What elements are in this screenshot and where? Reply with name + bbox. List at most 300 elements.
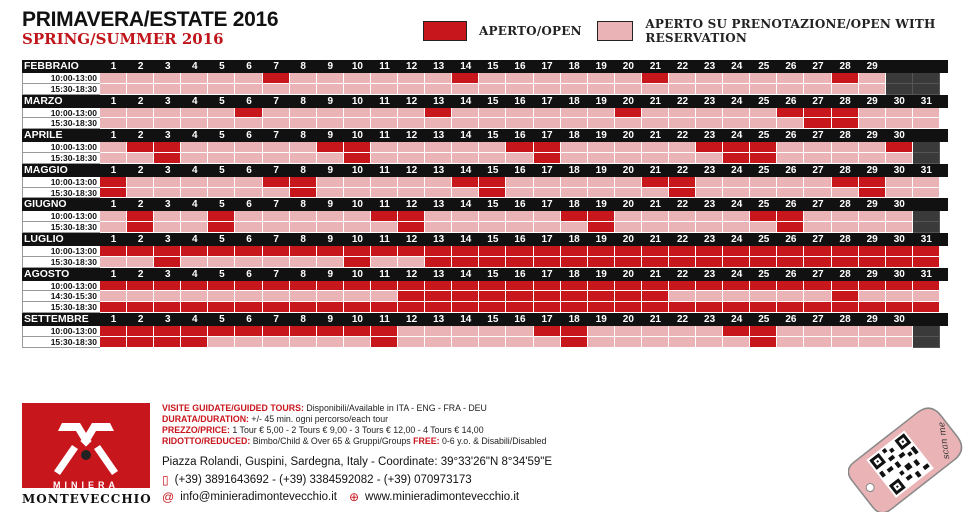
day-number: 12 — [406, 199, 418, 211]
day-number: 14 — [460, 313, 472, 325]
day-cell-reservation — [208, 84, 235, 95]
day-cell-reservation — [804, 211, 831, 222]
day-cell-open — [588, 211, 615, 222]
day-cell-open — [534, 281, 561, 292]
day-number: 6 — [246, 130, 252, 142]
day-cell-reservation — [263, 211, 290, 222]
day-number: 6 — [246, 268, 252, 280]
day-number: 5 — [219, 199, 225, 211]
day-cell-open — [832, 118, 859, 129]
day-cell-open — [506, 142, 533, 153]
day-cell-reservation — [371, 291, 398, 302]
day-number: 10 — [351, 233, 363, 245]
day-cell-reservation — [290, 257, 317, 268]
day-cell-reservation — [534, 337, 561, 348]
month-name: APRILE — [24, 129, 63, 142]
day-cell-reservation — [263, 153, 290, 164]
day-cell-reservation — [208, 257, 235, 268]
day-cell-open — [669, 302, 696, 313]
day-cell-open — [534, 142, 561, 153]
day-cell-open — [804, 118, 831, 129]
day-cell-reservation — [479, 153, 506, 164]
email-link[interactable]: info@minieradimontevecchio.it — [180, 491, 337, 503]
day-cell-reservation — [777, 84, 804, 95]
day-cell-open — [777, 302, 804, 313]
day-number: 17 — [541, 95, 553, 107]
day-cell-reservation — [750, 84, 777, 95]
day-number: 15 — [487, 313, 499, 325]
day-number: 7 — [273, 268, 279, 280]
day-cell-open — [886, 281, 913, 292]
day-cell-open — [154, 281, 181, 292]
day-number: 24 — [731, 95, 743, 107]
day-number: 3 — [164, 268, 171, 280]
day-cell-reservation — [588, 337, 615, 348]
day-number: 12 — [406, 313, 418, 325]
day-number: 10 — [351, 61, 363, 72]
day-number: 11 — [379, 313, 390, 325]
day-cell-reservation — [344, 222, 371, 233]
day-number: 27 — [812, 61, 824, 72]
day-number: 24 — [731, 130, 743, 142]
day-cell-reservation — [317, 291, 344, 302]
day-cell-open — [696, 257, 723, 268]
day-cell-open — [588, 222, 615, 233]
day-number: 23 — [704, 313, 716, 325]
day-cell-open — [452, 291, 479, 302]
day-cell-reservation — [642, 118, 669, 129]
day-cell-reservation — [344, 118, 371, 129]
day-cell-open — [750, 153, 777, 164]
day-cell-open — [154, 153, 181, 164]
day-cell-reservation — [425, 177, 452, 188]
day-number: 2 — [137, 268, 144, 280]
day-number: 13 — [433, 313, 445, 325]
day-cell-open — [750, 142, 777, 153]
day-number: 16 — [514, 268, 526, 280]
day-cell-open — [886, 257, 913, 268]
day-cell-open — [750, 246, 777, 257]
day-cell-reservation — [506, 326, 533, 337]
day-number: 1 — [110, 164, 117, 176]
day-cell-open — [127, 142, 154, 153]
time-slot-row — [22, 177, 948, 188]
day-cell-open — [832, 291, 859, 302]
day-number: 28 — [839, 268, 851, 280]
day-number: 10 — [351, 199, 363, 211]
day-cell-reservation — [290, 73, 317, 84]
day-cell-open — [344, 326, 371, 337]
day-cell-open — [398, 211, 425, 222]
day-cell-open — [127, 337, 154, 348]
day-number: 20 — [622, 95, 634, 107]
day-cell-open — [479, 257, 506, 268]
day-cell-reservation — [723, 118, 750, 129]
day-number: 23 — [704, 164, 716, 176]
day-cell-reservation — [263, 257, 290, 268]
phone-2[interactable]: (+39) 3384592082 — [279, 474, 374, 486]
day-cell-reservation — [886, 326, 913, 337]
day-number: 13 — [433, 268, 445, 280]
day-cell-reservation — [804, 84, 831, 95]
day-cell-reservation — [913, 291, 940, 302]
day-number: 10 — [351, 313, 363, 325]
day-number: 6 — [246, 95, 252, 107]
day-number: 16 — [514, 199, 526, 211]
day-cell-reservation — [263, 222, 290, 233]
day-cell-reservation — [127, 73, 154, 84]
day-number: 8 — [300, 199, 306, 211]
day-number: 18 — [568, 61, 580, 72]
day-number: 26 — [785, 233, 797, 245]
day-number: 22 — [676, 199, 689, 211]
day-number: 9 — [327, 164, 334, 176]
day-cell-reservation — [154, 188, 181, 199]
day-cell-reservation — [344, 188, 371, 199]
day-cell-open — [534, 326, 561, 337]
day-cell-open — [235, 302, 262, 313]
day-cell-open — [452, 302, 479, 313]
day-cell-reservation — [832, 188, 859, 199]
day-cell-reservation — [235, 257, 262, 268]
day-cell-reservation — [886, 188, 913, 199]
day-cell-reservation — [723, 108, 750, 119]
day-cell-reservation — [425, 211, 452, 222]
day-cell-open — [832, 246, 859, 257]
day-cell-open — [723, 153, 750, 164]
day-cell-open — [832, 73, 859, 84]
day-cell-open — [561, 302, 588, 313]
day-cell-reservation — [127, 108, 154, 119]
day-cell-reservation — [588, 84, 615, 95]
day-cell-open — [344, 257, 371, 268]
tours-line — [162, 403, 546, 414]
day-cell-reservation — [832, 142, 859, 153]
day-cell-reservation — [263, 291, 290, 302]
day-number: 3 — [164, 233, 171, 245]
day-cell-reservation — [642, 142, 669, 153]
day-cell-reservation — [669, 291, 696, 302]
day-cell-reservation — [506, 211, 533, 222]
day-cell-reservation — [208, 118, 235, 129]
day-cell-open — [642, 73, 669, 84]
month-header — [22, 164, 948, 177]
day-cell-reservation — [506, 108, 533, 119]
day-cell-open — [290, 281, 317, 292]
day-number: 1 — [110, 313, 117, 325]
day-cell-open — [642, 281, 669, 292]
day-number: 2 — [137, 95, 144, 107]
day-number: 18 — [568, 164, 580, 176]
day-cell-open — [669, 246, 696, 257]
day-cell-open — [317, 142, 344, 153]
day-number: 14 — [460, 95, 472, 107]
day-cell-reservation — [615, 211, 642, 222]
day-cell-reservation — [561, 153, 588, 164]
day-cell-reservation — [398, 84, 425, 95]
day-cell-reservation — [561, 73, 588, 84]
day-number: 13 — [433, 95, 445, 107]
time-slot-label: 15:30-18:30 — [22, 188, 100, 199]
day-cell-reservation — [317, 177, 344, 188]
legend-open — [423, 21, 582, 41]
day-cell-reservation — [561, 222, 588, 233]
day-cell-open — [777, 211, 804, 222]
day-cell-reservation — [886, 118, 913, 129]
time-slot-label: 10:00-13:00 — [22, 246, 100, 257]
day-cell-reservation — [181, 153, 208, 164]
day-number: 15 — [487, 130, 499, 142]
day-cell-reservation — [804, 222, 831, 233]
calendar-grid — [22, 60, 948, 348]
phone-3[interactable]: (+39) 070973173 — [383, 474, 472, 486]
day-number: 18 — [568, 199, 580, 211]
day-cell-open — [100, 281, 127, 292]
day-cell-open — [669, 257, 696, 268]
day-cell-reservation — [479, 211, 506, 222]
day-number: 8 — [300, 130, 306, 142]
day-cell-reservation — [723, 177, 750, 188]
day-cell-open — [642, 291, 669, 302]
day-cell-open — [479, 281, 506, 292]
day-cell-reservation — [398, 153, 425, 164]
day-cell-open — [832, 257, 859, 268]
day-cell-reservation — [804, 153, 831, 164]
day-number: 2 — [137, 61, 144, 72]
day-cell-open — [750, 211, 777, 222]
day-cell-reservation — [452, 142, 479, 153]
day-number: 25 — [758, 233, 770, 245]
day-number — [913, 129, 940, 142]
phone-line — [162, 473, 472, 487]
day-cell-reservation — [506, 84, 533, 95]
day-number: 27 — [812, 313, 824, 325]
day-cell-reservation — [669, 211, 696, 222]
day-number: 10 — [351, 95, 363, 107]
day-cell-open — [263, 73, 290, 84]
day-cell-reservation — [181, 84, 208, 95]
day-cell-open — [398, 302, 425, 313]
day-number: 5 — [219, 61, 225, 72]
day-cell-open — [344, 153, 371, 164]
day-cell-open — [777, 257, 804, 268]
day-cell-reservation — [317, 153, 344, 164]
day-cell-reservation — [886, 108, 913, 119]
day-number: 11 — [379, 61, 390, 72]
day-cell-reservation — [696, 188, 723, 199]
day-number: 19 — [595, 199, 607, 211]
day-cell-open — [615, 291, 642, 302]
day-number: 13 — [433, 233, 445, 245]
day-cell-open — [290, 326, 317, 337]
day-number: 3 — [164, 199, 171, 211]
day-cell-reservation — [750, 73, 777, 84]
day-cell-reservation — [452, 211, 479, 222]
day-cell-reservation — [588, 108, 615, 119]
day-cell-open — [263, 302, 290, 313]
day-number: 23 — [704, 130, 716, 142]
day-cell-reservation — [208, 108, 235, 119]
day-number: 4 — [192, 164, 198, 176]
day-cell-reservation — [181, 118, 208, 129]
time-slot-row — [22, 188, 948, 199]
time-slot-row — [22, 118, 948, 129]
day-number: 29 — [866, 61, 878, 72]
day-number: 29 — [866, 199, 878, 211]
day-number: 2 — [137, 130, 144, 142]
day-cell-reservation — [290, 337, 317, 348]
day-number: 22 — [676, 95, 689, 107]
day-cell-reservation — [452, 118, 479, 129]
time-slot-row — [22, 281, 948, 292]
day-cell-open — [154, 337, 181, 348]
day-cell-reservation — [344, 177, 371, 188]
day-number: 17 — [541, 130, 553, 142]
day-cell-reservation — [425, 73, 452, 84]
day-cell-reservation — [452, 108, 479, 119]
day-cell-open — [615, 108, 642, 119]
time-slot-row — [22, 73, 948, 84]
time-slot-row — [22, 222, 948, 233]
day-number: 30 — [893, 164, 905, 176]
web-line — [162, 490, 519, 504]
day-number: 9 — [327, 95, 334, 107]
month-name: AGOSTO — [24, 267, 70, 280]
day-cell-reservation — [317, 337, 344, 348]
day-cell-reservation — [832, 326, 859, 337]
day-number: 28 — [839, 164, 851, 176]
day-cell-reservation — [777, 73, 804, 84]
day-number: 27 — [812, 130, 824, 142]
day-number: 14 — [460, 164, 472, 176]
day-cell-reservation — [479, 337, 506, 348]
day-cell-reservation — [263, 188, 290, 199]
day-cell-reservation — [398, 326, 425, 337]
day-cell-open — [425, 291, 452, 302]
day-number: 27 — [812, 233, 824, 245]
day-cell-reservation — [425, 337, 452, 348]
time-slot-row — [22, 142, 948, 153]
day-cell-reservation — [750, 108, 777, 119]
day-cell-reservation — [398, 142, 425, 153]
day-cell-reservation — [317, 222, 344, 233]
day-number: 15 — [487, 95, 499, 107]
day-cell-reservation — [859, 153, 886, 164]
day-number: 20 — [622, 268, 634, 280]
day-cell-reservation — [127, 153, 154, 164]
day-cell-reservation — [804, 177, 831, 188]
day-cell-reservation — [588, 153, 615, 164]
day-number: 20 — [622, 233, 634, 245]
day-number: 25 — [758, 313, 770, 325]
day-number: 24 — [731, 164, 743, 176]
day-cell-reservation — [263, 118, 290, 129]
day-cell-open — [425, 257, 452, 268]
day-number: 30 — [893, 130, 905, 142]
day-cell-reservation — [317, 108, 344, 119]
day-number: 29 — [866, 164, 878, 176]
day-cell-reservation — [696, 84, 723, 95]
day-cell-open — [642, 302, 669, 313]
day-cell-open — [777, 281, 804, 292]
day-cell-open — [723, 281, 750, 292]
day-number: 6 — [246, 199, 252, 211]
day-cell-reservation — [235, 211, 262, 222]
day-number: 1 — [110, 95, 117, 107]
day-cell-reservation — [723, 84, 750, 95]
day-cell-open — [561, 281, 588, 292]
day-cell-open — [479, 302, 506, 313]
day-cell-open — [696, 246, 723, 257]
day-number: 4 — [192, 313, 198, 325]
day-cell-reservation — [317, 211, 344, 222]
day-number: 21 — [649, 61, 661, 72]
day-cell-open — [452, 281, 479, 292]
crossed-hammers-icon — [22, 403, 150, 488]
day-cell-reservation — [859, 84, 886, 95]
day-cell-open — [425, 108, 452, 119]
day-cell-reservation — [181, 291, 208, 302]
day-cell-reservation — [479, 118, 506, 129]
day-cell-reservation — [208, 337, 235, 348]
day-cell-reservation — [479, 108, 506, 119]
day-cell-open — [804, 281, 831, 292]
day-cell-reservation — [452, 326, 479, 337]
day-cell-reservation — [777, 142, 804, 153]
day-cell-open — [317, 326, 344, 337]
day-number: 30 — [893, 233, 905, 245]
time-slot-label: 14:30-15:30 — [22, 291, 100, 302]
day-number: 6 — [246, 313, 252, 325]
day-number: 6 — [246, 233, 252, 245]
time-slot-row — [22, 302, 948, 313]
day-cell-open — [154, 257, 181, 268]
day-number: 10 — [351, 268, 363, 280]
day-number: 26 — [785, 130, 797, 142]
day-number: 16 — [514, 233, 526, 245]
day-cell-reservation — [127, 257, 154, 268]
day-number: 3 — [164, 61, 171, 72]
day-number: 23 — [704, 61, 716, 72]
day-cell-open — [208, 211, 235, 222]
day-cell-open — [913, 302, 940, 313]
website-link[interactable]: www.minieradimontevecchio.it — [365, 491, 520, 503]
day-cell-reservation — [696, 177, 723, 188]
reduced-line — [162, 436, 546, 447]
day-cell-reservation — [208, 188, 235, 199]
day-number: 21 — [649, 164, 661, 176]
day-cell-reservation — [723, 222, 750, 233]
day-cell-empty — [913, 211, 940, 222]
day-cell-reservation — [317, 118, 344, 129]
qr-code-tag[interactable] — [848, 404, 968, 512]
day-cell-reservation — [100, 84, 127, 95]
day-cell-open — [642, 257, 669, 268]
day-cell-open — [181, 302, 208, 313]
day-number: 28 — [839, 313, 851, 325]
day-cell-reservation — [696, 211, 723, 222]
day-cell-reservation — [534, 73, 561, 84]
day-cell-open — [154, 302, 181, 313]
day-number: 19 — [595, 130, 607, 142]
day-cell-open — [615, 246, 642, 257]
day-cell-open — [479, 246, 506, 257]
day-number: 12 — [406, 61, 418, 72]
day-number: 19 — [595, 313, 607, 325]
phone-1[interactable]: (+39) 3891643692 — [174, 474, 269, 486]
day-number: 31 — [920, 233, 932, 245]
day-number: 19 — [595, 164, 607, 176]
